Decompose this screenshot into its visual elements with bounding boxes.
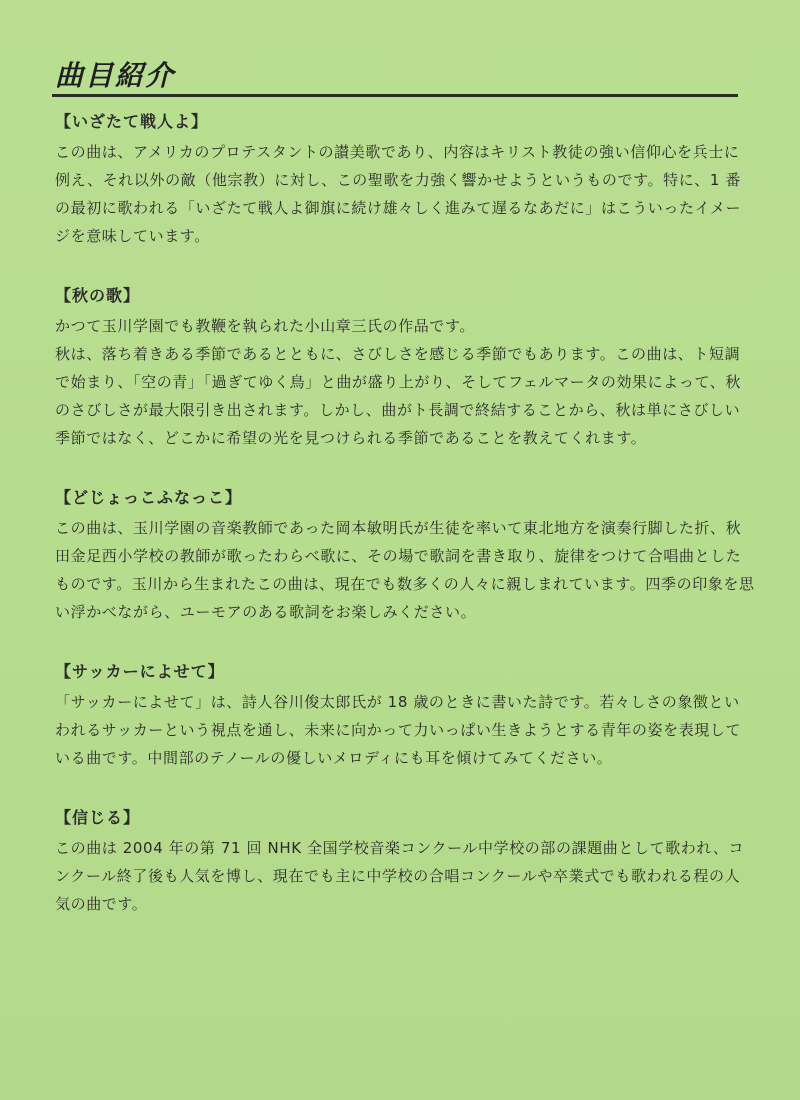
section-shinjiru: [55, 804, 755, 918]
section-heading: 【サッカーによせて】: [55, 662, 225, 681]
section-paragraph: かつて玉川学園でも教鞭を執られた小山章三氏の作品です。: [55, 317, 476, 335]
section-paragraph: 秋は、落ち着きある季節であるとともに、さびしさを感じる季節でもあります。この曲は、ト短調で始まり、「空の青」「過ぎてゆく鳥」と曲が盛り上がり、そしてフェルマータの効果によって、秋のさびしさが最大限引き出されます。しかし、曲がト長調で終結することから、秋は単にさびしい季節ではなく、どこかに希望の光を見つけられる季節であることを教えてくれます。: [55, 345, 741, 447]
section-izatate: [55, 108, 755, 250]
section-paragraph: この曲は 2004 年の第 71 回 NHK 全国学校音楽コンクール中学校の部の課題曲として歌われ、コンクール終了後も人気を博し、現在でも主に中学校の合唱コンクールや卒業式でも歌われる程の人気の曲です。: [55, 839, 745, 913]
title-underline: [52, 94, 738, 97]
section-heading: 【秋の歌】: [55, 286, 141, 305]
section-heading: 【いざたて戦人よ】: [55, 112, 209, 131]
section-heading: 【どじょっこふなっこ】: [55, 488, 243, 507]
section-paragraph: 「サッカーによせて」は、詩人谷川俊太郎氏が 18 歳のときに書いた詩です。若々しさの象徴といわれるサッカーという視点を通し、未来に向かって力いっぱい生きようとする青年の姿を表現している曲です。中間部のテノールの優しいメロディにも耳を傾けてみてください。: [55, 693, 742, 767]
section-soccer-ni-yosete: [55, 658, 755, 772]
content-body: [55, 108, 755, 918]
section-aki-no-uta: [55, 282, 755, 452]
section-paragraph: この曲は、玉川学園の音楽教師であった岡本敏明氏が生徒を率いて東北地方を演奏行脚した折、秋田金足西小学校の教師が歌ったわらべ歌に、その場で歌詞を書き取り、旋律をつけて合唱曲としたものです。玉川から生まれたこの曲は、現在でも数多くの人々に親しまれています。四季の印象を思い浮かべながら、ユーモアのある歌詞をお楽しみください。: [55, 519, 755, 621]
section-dojokko-funakko: [55, 484, 755, 626]
section-heading: 【信じる】: [55, 808, 141, 827]
page-title: 曲目紹介: [55, 59, 176, 92]
section-paragraph: この曲は、アメリカのプロテスタントの讃美歌であり、内容はキリスト教徒の強い信仰心を兵士に例え、それ以外の敵（他宗教）に対し、この聖歌を力強く響かせようというものです。特に、1 番の最初に歌われる「いざたて戦人よ御旗に続け雄々しく進みて遅るなあだに」はこういったイメージを意味しています。: [55, 143, 742, 245]
